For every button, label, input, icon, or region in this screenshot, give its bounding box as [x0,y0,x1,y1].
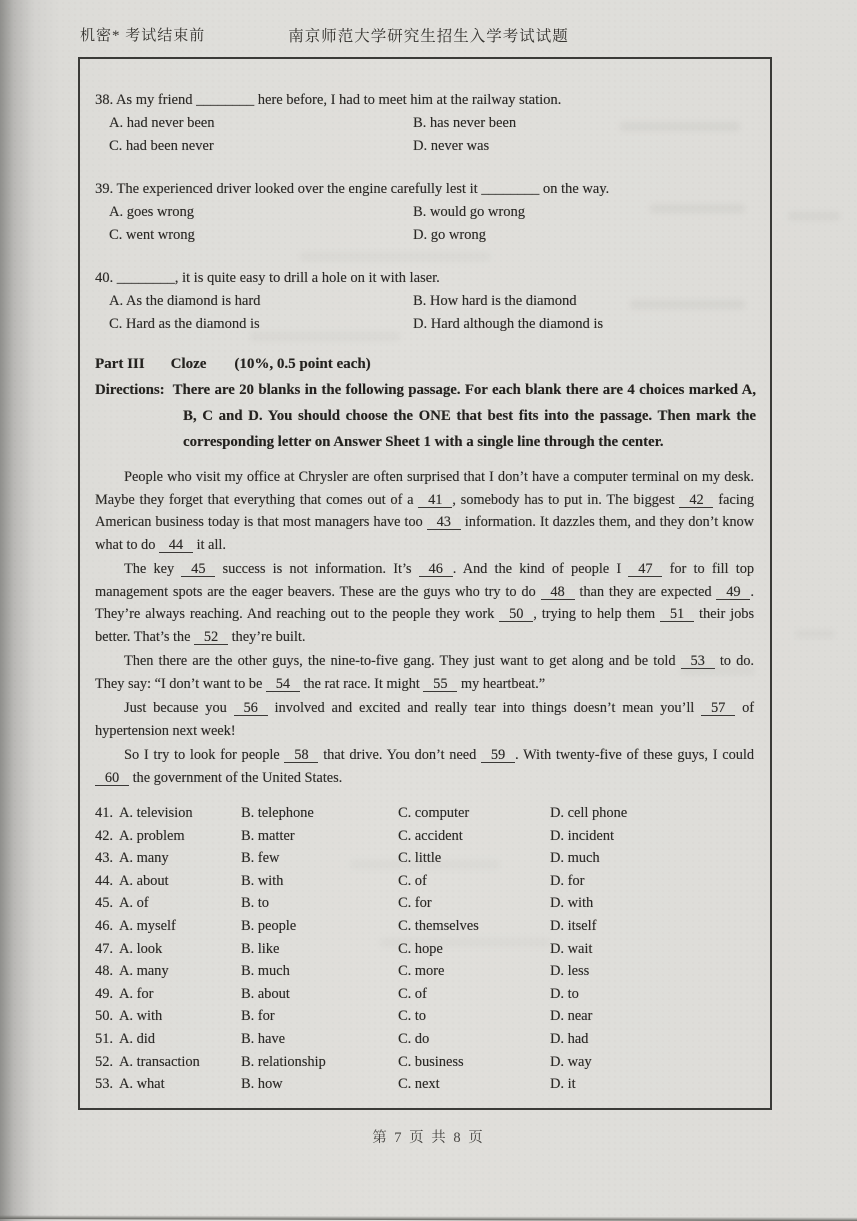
option-choice: D. it [550,1076,576,1093]
option-number: 42. [95,827,113,844]
cloze-option-row [95,1073,756,1096]
option-choice: D. much [550,850,600,867]
option-choice: C. more [398,963,445,980]
option-choice: C. next [398,1076,440,1093]
cloze-blank-45: 45 [181,562,215,577]
option-choice: B. to [241,895,269,912]
option-choice: C. business [398,1053,464,1070]
option-choice: C. Hard as the diamond is [109,316,260,332]
cloze-option-row [95,960,756,983]
cloze-blank-43: 43 [427,515,461,530]
option-choice: D. itself [550,917,597,934]
option-choice: D. incident [550,827,614,844]
cloze-blank-49: 49 [716,585,750,600]
option-choice: A. myself [119,917,176,934]
option-choice: B. telephone [241,805,314,821]
option-choice: D. had [550,1030,589,1047]
cloze-blank-53: 53 [681,654,715,669]
cloze-option-row [95,802,756,825]
option-number: 43. [95,850,113,867]
option-choice: C. little [398,850,442,867]
cloze-blank-42: 42 [679,493,713,508]
cloze-blank-60: 60 [95,771,129,786]
option-choice: D. Hard although the diamond is [413,316,604,332]
cloze-blank-46: 46 [419,562,453,577]
option-number: 41. [95,805,113,821]
part-heading [95,356,756,373]
option-choice: A. problem [119,827,185,844]
scan-smudge [350,860,500,869]
option-number: 50. [95,1008,113,1025]
option-choice: B. matter [241,827,295,844]
cloze-paragraph: People who visit my office at Chrysler are often surprised that I don’t have a computer terminal on my desk. Maybe they forget that everything that comes out of a 41 , somebody has to put in. The biggest 42 facing American business today is that most managers have too 43 information. It dazzles them, and they don’t know what to do 44 it all. [95,469,755,553]
cloze-blank-59: 59 [481,748,515,763]
option-choice: B. how [241,1076,283,1093]
scan-smudge [250,332,400,341]
question-options [88,290,756,336]
option-choice: C. had been never [109,138,214,154]
cloze-blank-41: 41 [418,493,452,508]
option-choice: A. did [119,1030,155,1047]
option-choice: C. went wrong [109,227,195,243]
option-choice: C. accident [398,827,463,844]
option-choice: D. near [550,1008,593,1025]
option-choice: D. wait [550,940,593,957]
part-points: (10%, 0.5 point each) [234,356,371,372]
part-title: Cloze [170,356,207,372]
option-choice: C. computer [398,805,470,821]
option-choice: C. of [398,985,427,1002]
option-choice: B. relationship [241,1053,326,1070]
option-choice: A. goes wrong [109,204,194,220]
option-choice: B. have [241,1030,285,1047]
option-choice: C. themselves [398,917,479,934]
directions-label: Directions: [95,382,165,398]
option-choice: B. has never been [413,115,517,131]
option-choice: A. what [119,1076,165,1093]
scan-smudge [650,204,745,213]
option-choice: D. to [550,985,579,1002]
directions-text: There are 20 blanks in the following passage. For each blank there are 4 choices marked A, B, C and D. You should choose the ONE that best fits into the passage. Then mark the corresponding letter on Answer Sheet 1 with a single line through the center. [172,382,756,450]
option-choice: B. would go wrong [413,204,525,220]
option-choice: B. about [241,985,290,1002]
option-choice: B. much [241,963,290,980]
cloze-blank-52: 52 [194,630,228,645]
cloze-blank-56: 56 [234,701,268,716]
option-number: 47. [95,940,113,957]
page-title: 南京师范大学研究生招生入学考试试题 [288,28,569,45]
option-number: 51. [95,1030,113,1047]
option-choice: D. for [550,872,585,889]
option-choice: B. How hard is the diamond [413,293,577,309]
cloze-blank-54: 54 [266,677,300,692]
option-number: 52. [95,1053,113,1070]
option-choice: C. to [398,1008,426,1025]
option-choice: D. go wrong [413,227,486,243]
option-choice: A. with [119,1008,163,1025]
option-choice: A. had never been [109,115,215,131]
part-label: Part III [95,356,145,372]
cloze-option-row [95,1051,756,1074]
option-choice: A. about [119,872,169,889]
cloze-option-row [95,892,756,915]
scan-smudge [620,122,740,131]
cloze-paragraph: Just because you 56 involved and excited and really tear into things doesn’t mean you’ll 57 of hypertension next week! [95,700,754,739]
cloze-blank-48: 48 [541,585,575,600]
option-choice: B. people [241,917,297,934]
cloze-option-row [95,870,756,893]
option-choice: A. look [119,940,163,957]
option-choice: A. many [119,963,169,980]
scan-smudge [680,666,755,675]
option-choice: D. never was [413,138,490,154]
option-choice: B. like [241,940,280,957]
option-number: 53. [95,1076,113,1093]
scan-smudge [788,212,840,220]
option-choice: A. many [119,850,169,867]
cloze-blank-50: 50 [499,607,533,622]
question-stem: 39. The experienced driver looked over the engine carefully lest it ________ on the way. [95,181,610,197]
cloze-option-row [95,1028,756,1051]
option-choice: A. transaction [119,1053,200,1070]
option-choice: C. do [398,1030,430,1047]
cloze-blank-47: 47 [628,562,662,577]
scan-smudge [795,630,835,638]
cloze-blank-44: 44 [159,538,193,553]
scan-smudge [300,252,490,261]
option-number: 49. [95,985,113,1002]
scan-smudge [630,300,745,309]
option-choice: A. for [119,985,154,1002]
cloze-options [88,802,756,1096]
option-choice: D. with [550,895,594,912]
cloze-passage [88,466,756,789]
exam-content-box [78,57,772,1110]
confidential-label: 机密* 考试结束前 [80,28,206,44]
option-choice: C. for [398,895,432,912]
question-options [88,112,756,158]
option-number: 48. [95,963,113,980]
cloze-paragraph: So I try to look for people 58 that drive. You don’t need 59 . With twenty-five of these guys, I could 60 the government of the United States. [95,744,754,789]
option-choice: A. As the diamond is hard [109,293,261,309]
option-choice: A. television [119,805,193,821]
question-stem: 40. ________, it is quite easy to drill a hole on it with laser. [95,270,440,286]
option-choice: A. of [119,895,149,912]
option-choice: D. cell phone [550,805,628,821]
cloze-option-row [95,983,756,1006]
cloze-blank-51: 51 [660,607,694,622]
cloze-option-row [95,1005,756,1028]
option-choice: D. less [550,963,590,980]
cloze-option-row [95,825,756,848]
option-number: 45. [95,895,113,912]
option-choice: B. for [241,1008,275,1025]
page-number-footer: 第 7 页 共 8 页 [372,1130,485,1146]
cloze-blank-55: 55 [423,677,457,692]
question-stem: 38. As my friend ________ here before, I had to meet him at the railway station. [95,92,562,108]
option-number: 46. [95,917,113,934]
cloze-blank-58: 58 [284,748,318,763]
directions [95,377,756,455]
cloze-blank-57: 57 [701,701,735,716]
cloze-paragraph: Then there are the other guys, the nine-to-five gang. They just want to get along and be told 53 to do. They say: “I don’t want to be 54 the rat race. It might 55 my heartbeat.” [95,653,754,692]
option-choice: D. way [550,1053,592,1070]
cloze-paragraph: The key 45 success is not information. It’s 46 . And the kind of people I 47 for to fill top management spots are the eager beavers. These are the guys who try to do 48 than they are expected 49 . They’re always reaching. And reaching out to the people they work 50 , trying to help them 51 their jobs better. That’s the 52 they’re built. [95,561,755,645]
option-choice: B. with [241,872,284,889]
option-choice: C. of [398,872,427,889]
page-edge-shadow [0,1215,857,1221]
cloze-option-row [95,915,756,938]
option-choice: C. hope [398,940,443,957]
option-choice: B. few [241,850,280,867]
option-number: 44. [95,872,113,889]
scan-smudge [380,938,550,947]
